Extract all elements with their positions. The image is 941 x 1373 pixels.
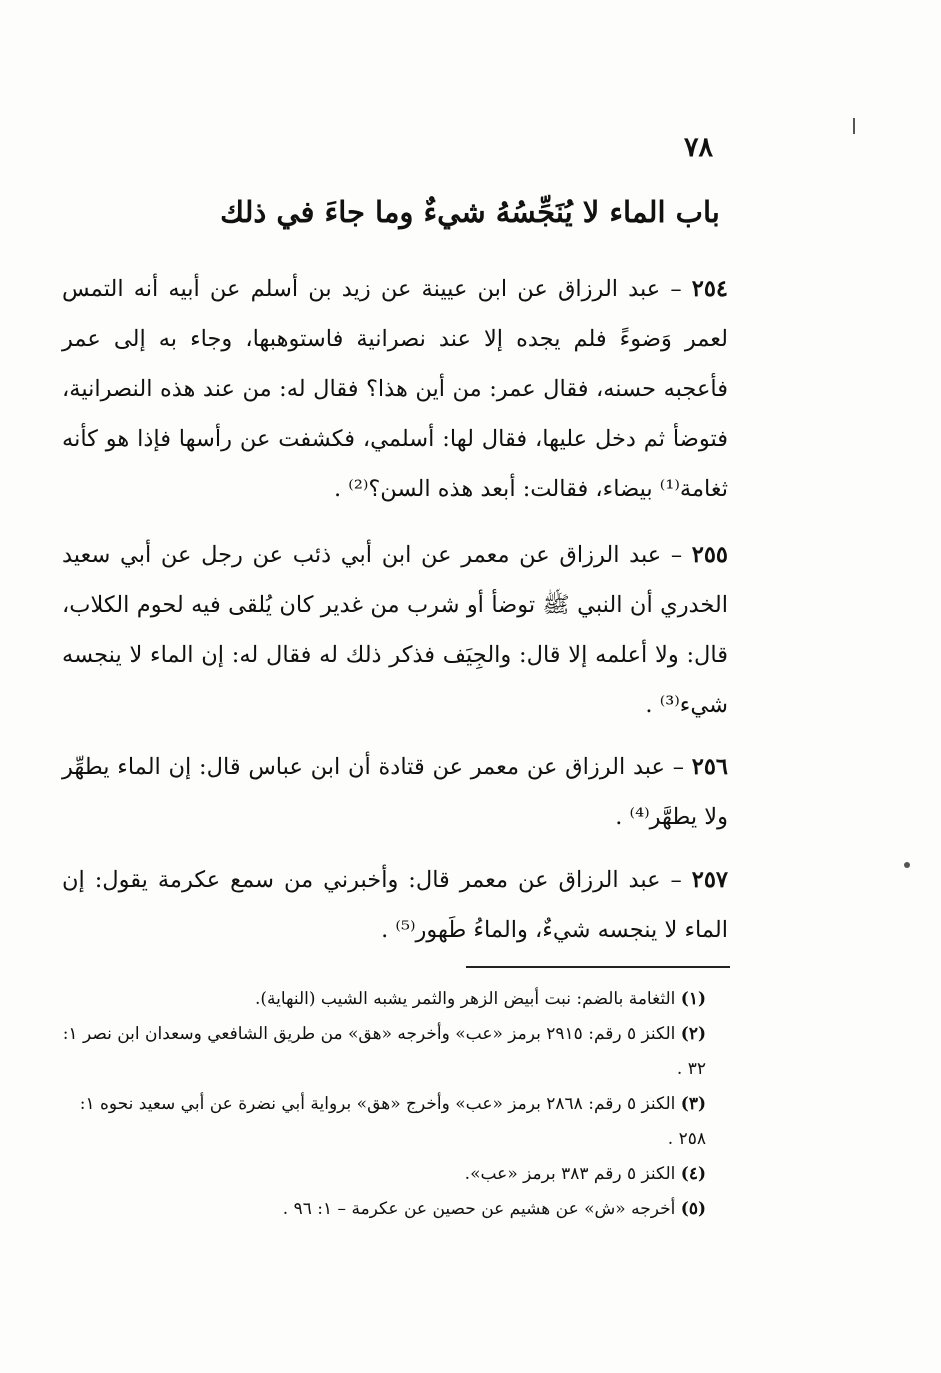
footnote-mark: (٢) bbox=[680, 1024, 706, 1044]
hadith-number: ٢٥٤ bbox=[691, 276, 729, 302]
footnote-text: الكنز ٥ رقم: ٢٩١٥ برمز «عب» وأخرجه «هق» من طريق الشافعي وسعدان ابن نصر ١: ٣٢ . bbox=[62, 1024, 706, 1079]
hadith-separator: – bbox=[660, 867, 682, 893]
hadith-separator: – bbox=[664, 754, 684, 780]
footnote-5 bbox=[62, 1192, 728, 1227]
chapter-title: باب الماء لا يُنَجِّسُهُ شيءٌ وما جاءَ في ذلك bbox=[220, 195, 720, 229]
footnote-2 bbox=[62, 1017, 728, 1087]
footnote-text: الكنز ٥ رقم: ٢٨٦٨ برمز «عب» وأخرج «هق» برواية أبي نضرة عن أبي سعيد نحوه ١: ٢٥٨ . bbox=[79, 1094, 706, 1149]
hadith-number: ٢٥٦ bbox=[691, 754, 728, 780]
footnote-3 bbox=[62, 1087, 728, 1157]
scan-edge-mark bbox=[853, 118, 855, 134]
hadith-256 bbox=[62, 742, 728, 842]
hadith-254 bbox=[62, 264, 728, 514]
footnote-text: الكنز ٥ رقم ٣٨٣ برمز «عب». bbox=[464, 1164, 676, 1184]
hadith-text: عبد الرزاق عن معمر عن ابن أبي ذئب عن رجل عن أبي سعيد الخدري أن النبي ﷺ توضأ أو شرب من غدير كان يُلقى فيه لحوم الكلاب، قال: ولا أعلمه إلا قال: والجِيَف فذكر ذلك له فقال له: إن الماء لا ينجسه شيء⁽³⁾ . bbox=[62, 542, 728, 718]
scan-edge-mark bbox=[904, 862, 910, 868]
footnote-divider bbox=[466, 966, 730, 968]
hadith-number: ٢٥٧ bbox=[691, 867, 728, 893]
footnote-1 bbox=[62, 982, 728, 1017]
hadith-255 bbox=[62, 530, 728, 730]
hadith-separator: – bbox=[660, 276, 682, 302]
footnote-mark: (٣) bbox=[680, 1094, 706, 1114]
hadith-separator: – bbox=[661, 542, 683, 568]
footnote-text: أخرجه «ش» عن هشيم عن حصين عن عكرمة – ١: ٩٦ . bbox=[282, 1199, 676, 1219]
page-number: ٧٨ bbox=[684, 132, 714, 163]
footnote-mark: (٥) bbox=[680, 1199, 706, 1219]
footnote-mark: (١) bbox=[680, 989, 706, 1009]
hadith-number: ٢٥٥ bbox=[691, 542, 728, 568]
hadith-text: عبد الرزاق عن ابن عيينة عن زيد بن أسلم عن أبيه أنه التمس لعمر وَضوءً فلم يجده إلا عند نصرانية فاستوهبها، وجاء به إلى عمر فأعجبه حسنه، فقال عمر: من أين هذا؟ فقال له: من عند هذه النصرانية، فتوضأ ثم دخل عليها، فقال لها: أسلمي، فكشفت عن رأسها فإذا هو كأنه ثغامة⁽¹⁾ بيضاء، فقالت: أبعد هذه السن؟⁽²⁾ . bbox=[62, 276, 728, 502]
hadith-257 bbox=[62, 855, 728, 955]
footnote-text: الثغامة بالضم: نبت أبيض الزهر والثمر يشبه الشيب (النهاية). bbox=[254, 989, 676, 1009]
footnote-4 bbox=[62, 1157, 728, 1192]
hadith-text: عبد الرزاق عن معمر عن قتادة أن ابن عباس قال: إن الماء يطهِّر ولا يطهَّر⁽⁴⁾ . bbox=[62, 754, 728, 830]
footnote-mark: (٤) bbox=[680, 1164, 706, 1184]
hadith-text: عبد الرزاق عن معمر قال: وأخبرني من سمع عكرمة يقول: إن الماء لا ينجسه شيءٌ، والماءُ طَهور⁽⁵⁾ . bbox=[62, 867, 728, 943]
footnotes bbox=[62, 982, 728, 1227]
